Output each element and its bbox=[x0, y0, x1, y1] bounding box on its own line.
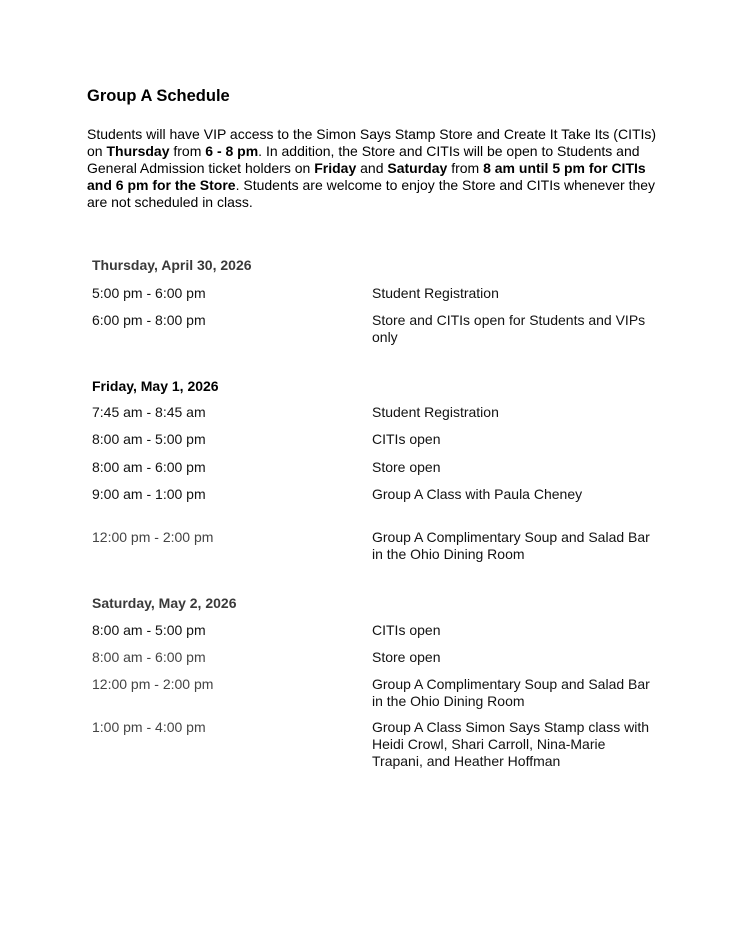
intro-text: . In addition, the Store and CITIs will be open to Students and General Admission ticket holders on bbox=[87, 143, 640, 176]
row-time: 8:00 am - 6:00 pm bbox=[92, 459, 206, 475]
intro-text: from bbox=[447, 160, 484, 176]
intro-bold-open-hours: 8 am until 5 pm for CITIs and 6 pm for the Store bbox=[87, 160, 646, 193]
row-time: 1:00 pm - 4:00 pm bbox=[92, 719, 206, 735]
row-time: 9:00 am - 1:00 pm bbox=[92, 486, 206, 502]
row-time: 8:00 am - 5:00 pm bbox=[92, 622, 206, 638]
intro-text: from bbox=[169, 143, 206, 159]
intro-bold-friday: Friday bbox=[314, 160, 357, 176]
intro-bold-hours: 6 - 8 pm bbox=[205, 143, 259, 159]
row-event: Store open bbox=[372, 649, 441, 665]
row-event: Group A Complimentary Soup and Salad Bar in the Ohio Dining Room bbox=[372, 529, 650, 562]
row-time: 8:00 am - 5:00 pm bbox=[92, 431, 206, 447]
intro-paragraph bbox=[87, 126, 662, 211]
row-time: 12:00 pm - 2:00 pm bbox=[92, 529, 214, 545]
intro-text: . Students are welcome to enjoy the Store and CITIs whenever they are not scheduled in class. bbox=[87, 177, 656, 210]
intro-text: and bbox=[356, 160, 388, 176]
row-time: 5:00 pm - 6:00 pm bbox=[92, 285, 206, 301]
row-time: 8:00 am - 6:00 pm bbox=[92, 649, 206, 665]
row-event: Student Registration bbox=[372, 285, 499, 301]
intro-bold-saturday: Saturday bbox=[387, 160, 448, 176]
row-event: Store and CITIs open for Students and VIPs only bbox=[372, 312, 646, 345]
row-event: Student Registration bbox=[372, 404, 499, 420]
day-heading-thursday: Thursday, April 30, 2026 bbox=[92, 257, 252, 273]
row-event: Group A Class with Paula Cheney bbox=[372, 486, 583, 502]
row-event: Group A Class Simon Says Stamp class with Heidi Crowl, Shari Carroll, Nina-Marie Trapani, and Heather Hoffman bbox=[372, 719, 649, 769]
row-time: 12:00 pm - 2:00 pm bbox=[92, 676, 214, 692]
row-event: Group A Complimentary Soup and Salad Bar in the Ohio Dining Room bbox=[372, 676, 650, 709]
day-heading-saturday: Saturday, May 2, 2026 bbox=[92, 595, 237, 611]
row-time: 7:45 am - 8:45 am bbox=[92, 404, 206, 420]
intro-text: Students will have VIP access to the Simon Says Stamp Store and Create It Take Its (CITIs) on bbox=[87, 126, 657, 159]
row-event: Store open bbox=[372, 459, 441, 475]
row-time: 6:00 pm - 8:00 pm bbox=[92, 312, 206, 328]
row-event: CITIs open bbox=[372, 431, 441, 447]
page-title: Group A Schedule bbox=[87, 87, 230, 105]
day-heading-friday: Friday, May 1, 2026 bbox=[92, 378, 219, 394]
intro-bold-thursday: Thursday bbox=[106, 143, 170, 159]
row-event: CITIs open bbox=[372, 622, 441, 638]
